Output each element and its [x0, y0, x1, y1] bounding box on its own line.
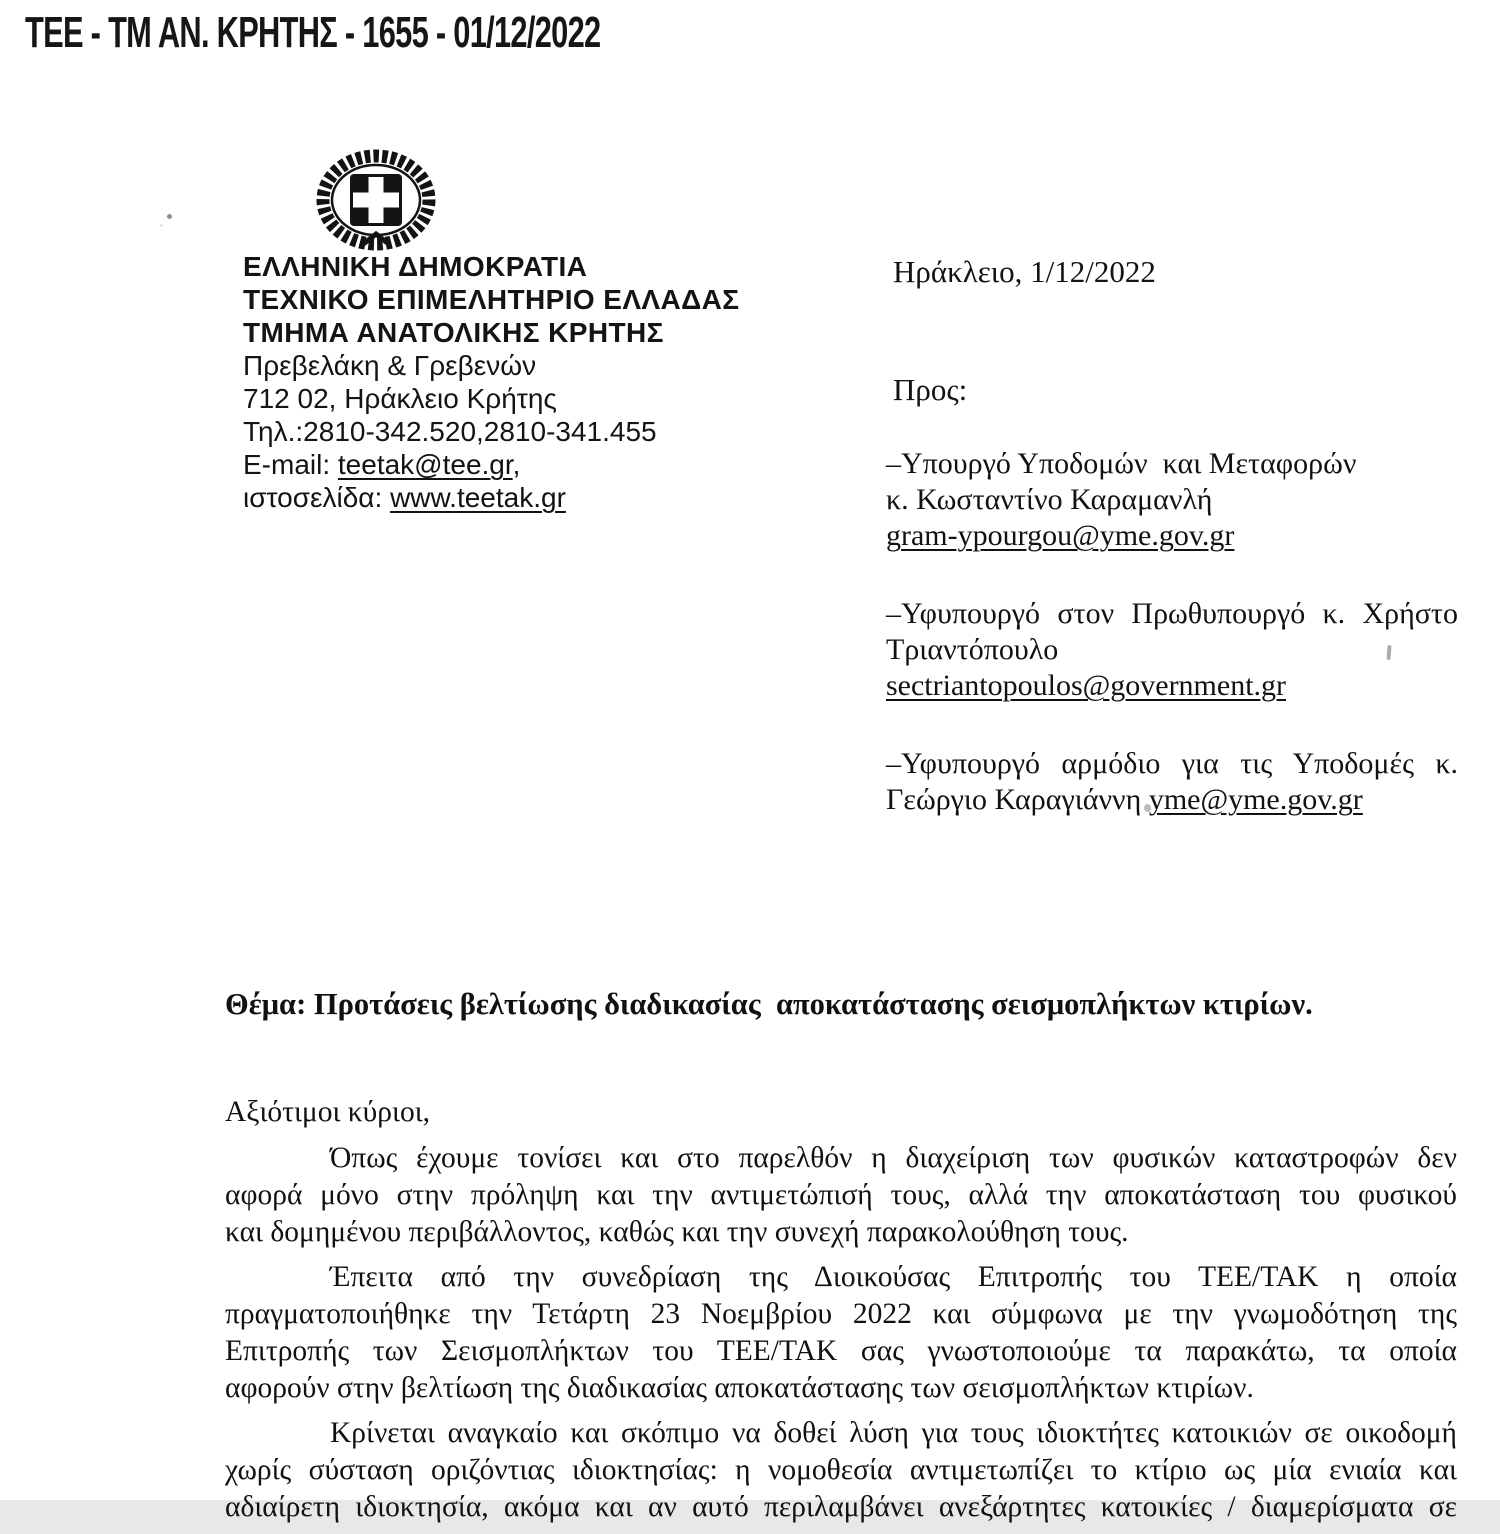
letter-body: [225, 986, 1457, 1534]
email-link[interactable]: teetak@tee.gr: [337, 449, 513, 480]
org-name-line-2: ΤΕΧΝΙΚΟ ΕΠΙΜΕΛΗΤΗΡΙΟ ΕΛΛΑΔΑΣ: [243, 284, 740, 315]
salutation: Αξιότιμοι κύριοι,: [225, 1096, 431, 1128]
paragraph-line: αφορά μόνο στην πρόληψη και την αντιμετώπισή τους, αλλά την αποκατάσταση του φυσικού: [225, 1179, 1457, 1211]
recipient-title-line: –Υφυπουργό στον Πρωθυπουργό κ. Χρήστο: [886, 597, 1458, 630]
subject-line: Θέμα: Προτάσεις βελτίωσης διαδικασίας αποκατάστασης σεισμοπλήκτων κτιρίων.: [225, 987, 1313, 1021]
website-label: ιστοσελίδα:: [243, 482, 391, 513]
paragraph-line: και δομημένου περιβάλλοντος, καθώς και την συνεχή παρακολούθηση τους.: [225, 1216, 1129, 1248]
paragraph-line: αδιαίρετη ιδιοκτησία, ακόμα και αν αυτό περιλαμβάνει ανεξάρτητες κατοικίες / διαμερίσματα σε: [225, 1491, 1457, 1523]
recipient-email-link[interactable]: yme@yme.gov.gr: [1148, 783, 1363, 816]
paragraph-line: Έπειτα από την συνεδρίαση της Διοικούσας Επιτροπής του ΤΕΕ/ΤΑΚ η οποία: [330, 1261, 1457, 1293]
paragraph-line: Όπως έχουμε τονίσει και στο παρελθόν η διαχείριση των φυσικών καταστροφών δεν: [330, 1142, 1457, 1174]
emblem-cross-horizontal: [353, 193, 399, 208]
body-paragraph-3: [225, 1415, 1457, 1526]
place-date-line: Ηράκλειο, 1/12/2022: [893, 254, 1156, 289]
recipient-name-line: [886, 782, 1458, 818]
website-line: [243, 481, 803, 514]
website-link[interactable]: www.teetak.gr: [390, 482, 566, 513]
recipient-title-line: –Υφυπουργό αρμόδιο για τις Υποδομές κ.: [886, 747, 1458, 780]
recipient-name: Γεώργιο Καραγιάννη: [886, 783, 1149, 816]
recipient-email-line: [886, 668, 1458, 704]
phone-line: Τηλ.:2810-342.520,2810-341.455: [243, 416, 657, 447]
recipient-name-line: κ. Κωσταντίνο Καραμανλή: [886, 483, 1213, 516]
email-comma: ,: [512, 449, 521, 480]
scan-artifact: [167, 214, 172, 219]
org-name-line-3: ΤΜΗΜΑ ΑΝΑΤΟΛΙΚΗΣ ΚΡΗΤΗΣ: [243, 317, 664, 348]
scan-artifact: [1144, 804, 1151, 812]
email-line: [243, 448, 803, 481]
paragraph-line: πραγματοποιήθηκε την Τετάρτη 23 Νοεμβρίου 2022 και σύμφωνα με την γνωμοδότηση της: [225, 1298, 1457, 1330]
recipients-list: [886, 446, 1458, 860]
recipient-block-deputy-pm: [886, 596, 1458, 704]
recipient-email-link[interactable]: gram-ypourgou@yme.gov.gr: [886, 519, 1235, 552]
body-paragraph-2: [225, 1259, 1457, 1407]
body-paragraph-1: [225, 1140, 1457, 1251]
address-line-1: Πρεβελάκη & Γρεβενών: [243, 350, 537, 381]
letterhead: [243, 250, 803, 514]
to-label: Προς:: [893, 372, 968, 407]
hellenic-republic-emblem: [314, 150, 438, 250]
org-name-line-1: ΕΛΛΗΝΙΚΗ ΔΗΜΟΚΡΑΤΙΑ: [243, 251, 588, 282]
registry-stamp: ΤΕΕ - ΤΜ ΑΝ. ΚΡΗΤΗΣ - 1655 - 01/12/2022: [25, 8, 601, 57]
recipient-block-minister: [886, 446, 1458, 554]
email-label: E-mail:: [243, 449, 338, 480]
paragraph-line: Επιτροπής των Σεισμοπλήκτων του ΤΕΕ/ΤΑΚ σας γνωστοποιούμε τα παρακάτω, τα οποία: [225, 1335, 1457, 1367]
paragraph-line: χωρίς σύσταση οριζόντιας ιδιοκτησίας: η νομοθεσία αντιμετωπίζει το κτίριο ως μία ενιαία και: [225, 1454, 1457, 1486]
recipient-name-line: Τριαντόπουλο: [886, 633, 1059, 666]
recipient-title-line: –Υπουργό Υποδομών και Μεταφορών: [886, 447, 1357, 480]
recipient-block-deputy-infrastructure: [886, 746, 1458, 818]
address-line-2: 712 02, Ηράκλειο Κρήτης: [243, 383, 557, 414]
paragraph-line: αφορούν στην βελτίωση της διαδικασίας αποκατάστασης των σεισμοπλήκτων κτιρίων.: [225, 1372, 1254, 1404]
recipient-email-link[interactable]: sectriantopoulos@government.gr: [886, 669, 1287, 702]
recipient-email-line: [886, 518, 1458, 554]
paragraph-line: Κρίνεται αναγκαίο και σκόπιμο να δοθεί λύση για τους ιδιοκτήτες κατοικιών σε οικοδομή: [330, 1417, 1457, 1449]
